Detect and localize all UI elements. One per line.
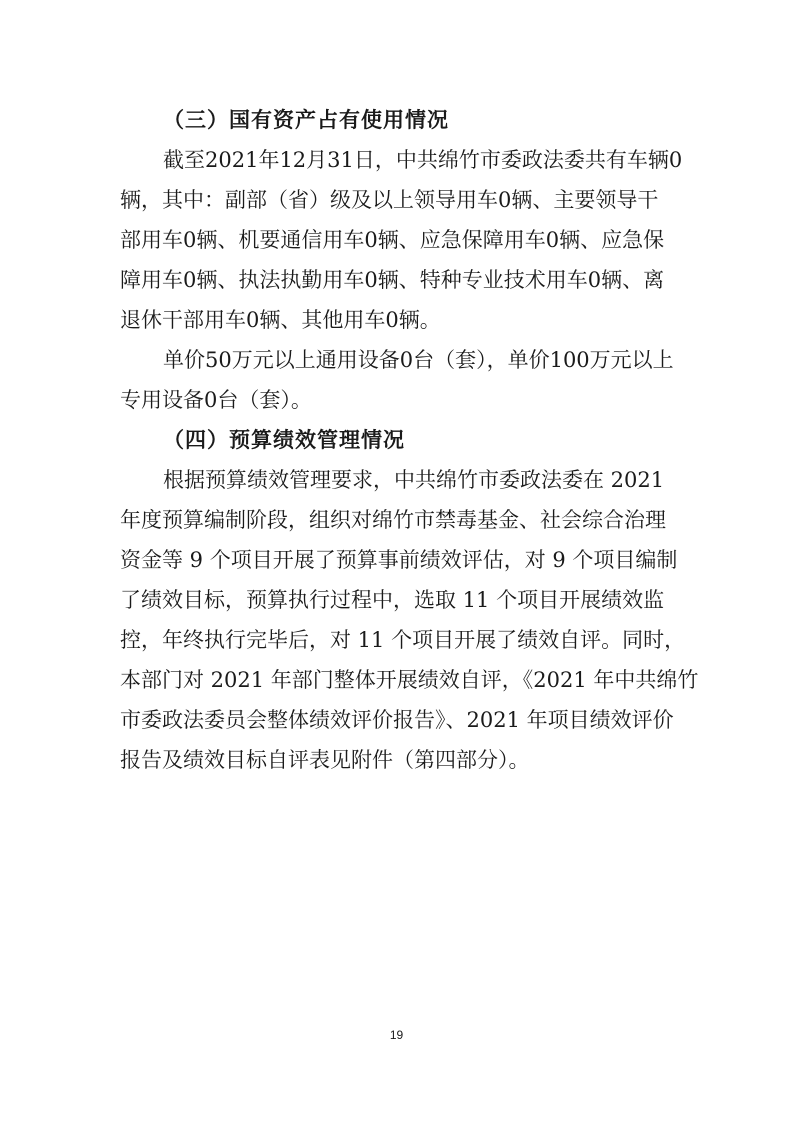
paragraph-line: 报告及绩效目标自评表见附件（第四部分）。 bbox=[120, 748, 530, 772]
paragraph-line: 本部门对 2021 年部门整体开展绩效自评，《2021 年中共绵竹 bbox=[120, 668, 699, 692]
paragraph-line: 部用车0辆、机要通信用车0辆、应急保障用车0辆、应急保 bbox=[120, 228, 665, 252]
paragraph-line: 控，年终执行完毕后，对 11 个项目开展了绩效自评。同时， bbox=[120, 628, 686, 652]
section-3-heading: （三）国有资产占有使用情况 bbox=[163, 108, 449, 132]
paragraph-line: 障用车0辆、执法执勤用车0辆、特种专业技术用车0辆、离 bbox=[120, 268, 665, 292]
paragraph-line: 根据预算绩效管理要求，中共绵竹市委政法委在 2021 bbox=[163, 468, 665, 492]
paragraph-line: 辆，其中：副部（省）级及以上领导用车0辆、主要领导干 bbox=[120, 188, 659, 212]
page-number: 19 bbox=[389, 1028, 404, 1042]
paragraph-line: 了绩效目标，预算执行过程中，选取 11 个项目开展绩效监 bbox=[120, 588, 665, 612]
paragraph-line: 退休干部用车0辆、其他用车0辆。 bbox=[120, 308, 441, 332]
paragraph-line: 截至2021年12月31日，中共绵竹市委政法委共有车辆0 bbox=[163, 148, 683, 172]
paragraph-line: 专用设备0台（套）。 bbox=[120, 388, 312, 412]
paragraph-line: 单价50万元以上通用设备0台（套），单价100万元以上 bbox=[163, 348, 674, 372]
paragraph-line: 市委政法委员会整体绩效评价报告》、2021 年项目绩效评价 bbox=[120, 708, 674, 732]
paragraph-line: 资金等 9 个项目开展了预算事前绩效评估，对 9 个项目编制 bbox=[120, 548, 678, 572]
section-4-heading: （四）预算绩效管理情况 bbox=[163, 428, 405, 452]
paragraph-line: 年度预算编制阶段，组织对绵竹市禁毒基金、社会综合治理 bbox=[120, 508, 666, 532]
